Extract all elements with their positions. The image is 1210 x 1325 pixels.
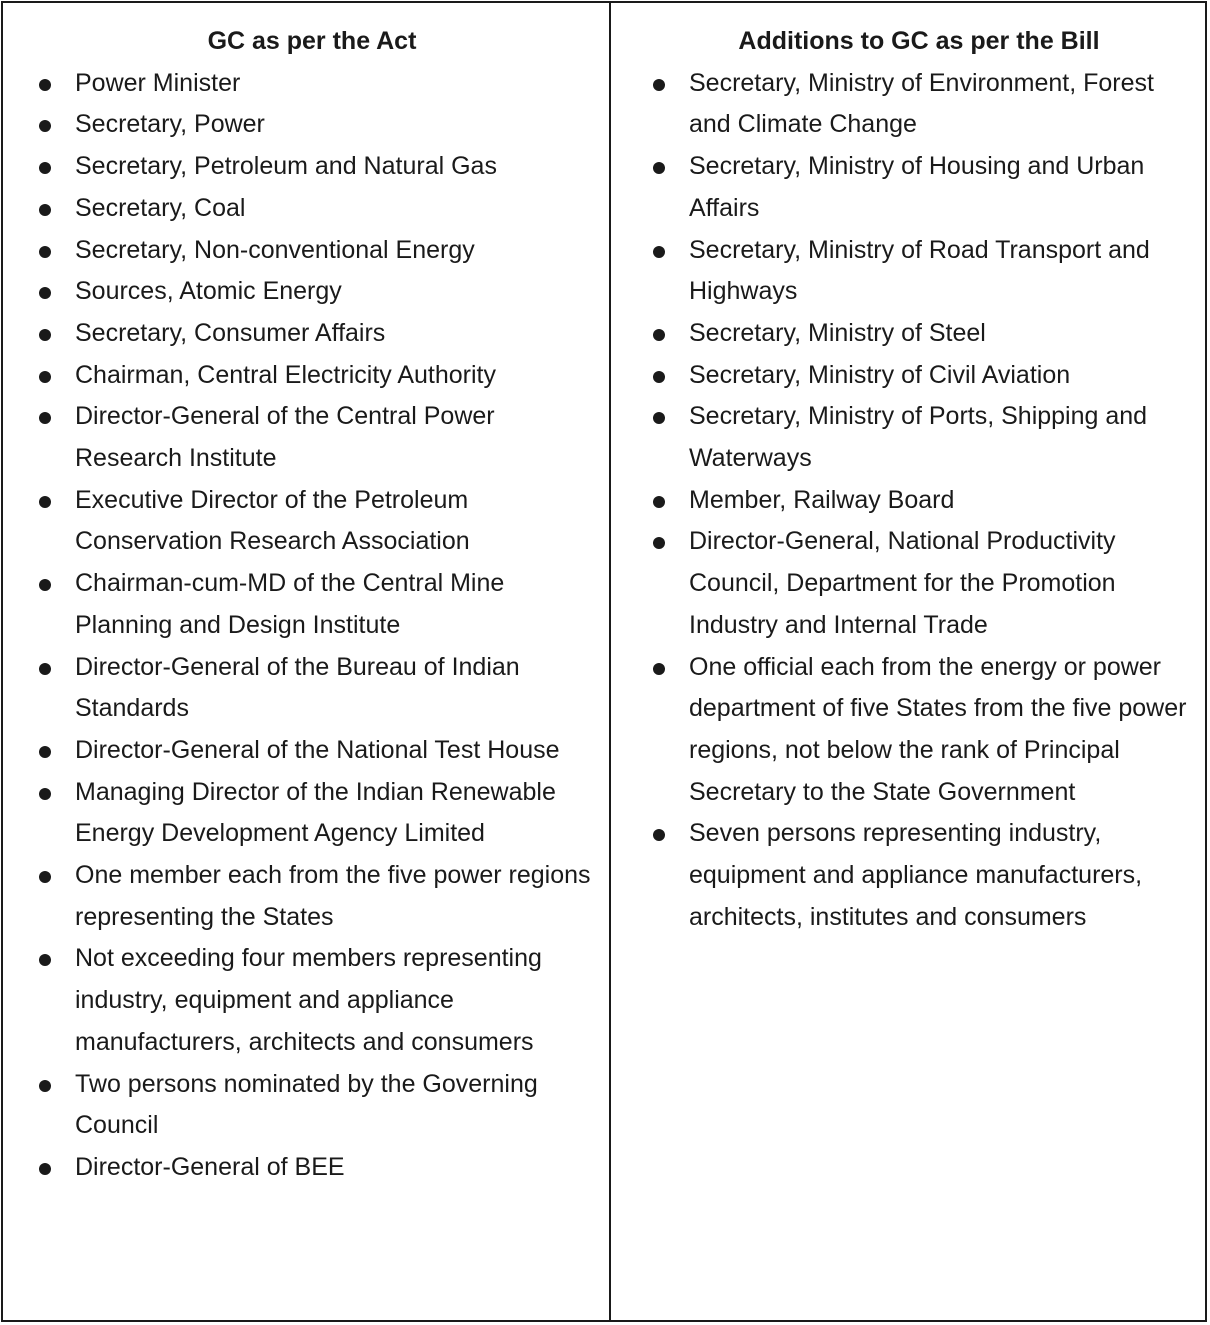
bill-member-list	[643, 63, 1195, 939]
list-item	[29, 1147, 595, 1189]
list-item	[643, 647, 1195, 814]
bullet-icon	[653, 162, 665, 174]
list-item	[643, 355, 1195, 397]
list-item	[643, 146, 1195, 229]
list-item-text: Secretary, Power	[75, 110, 265, 139]
list-item	[643, 230, 1195, 313]
bullet-icon	[653, 496, 665, 508]
bill-column-heading: Additions to GC as per the Bill	[738, 27, 1100, 55]
bullet-icon	[39, 496, 51, 508]
bullet-icon	[39, 1080, 51, 1092]
list-item-text: Secretary, Non-conventional Energy	[75, 235, 475, 264]
list-item	[29, 396, 595, 479]
bullet-icon	[653, 371, 665, 383]
list-item-text: Secretary, Ministry of Steel	[689, 318, 986, 347]
list-item	[29, 355, 595, 397]
bullet-icon	[39, 287, 51, 299]
list-item-text: Secretary, Ministry of Environment, Forest and Climate Change	[689, 68, 1154, 139]
bullet-icon	[39, 329, 51, 341]
bullet-icon	[39, 120, 51, 132]
comparison-table	[1, 1, 1207, 1322]
list-item-text: Director-General of the Bureau of Indian Standards	[75, 652, 520, 723]
list-item-text: Managing Director of the Indian Renewable Energy Development Agency Limited	[75, 777, 556, 848]
bullet-icon	[39, 579, 51, 591]
bullet-icon	[39, 871, 51, 883]
bullet-icon	[653, 412, 665, 424]
list-item-text: Director-General, National Productivity Council, Department for the Promotion Industry and Internal Trade	[689, 527, 1116, 639]
list-item	[29, 938, 595, 1063]
list-item-text: Secretary, Consumer Affairs	[75, 318, 386, 347]
bullet-icon	[653, 79, 665, 91]
list-item	[643, 396, 1195, 479]
bullet-icon	[39, 788, 51, 800]
bullet-icon	[653, 246, 665, 258]
list-item-text: Director-General of BEE	[75, 1152, 345, 1181]
list-item	[29, 63, 595, 105]
list-item	[29, 271, 595, 313]
list-item	[643, 63, 1195, 146]
list-item-text: Secretary, Ministry of Ports, Shipping and Waterways	[689, 402, 1148, 473]
list-item	[29, 230, 595, 272]
list-item	[29, 104, 595, 146]
bill-column	[611, 3, 1205, 1320]
bullet-icon	[39, 954, 51, 966]
bullet-icon	[653, 537, 665, 549]
bullet-icon	[39, 1163, 51, 1175]
list-item-text: Executive Director of the Petroleum Conservation Research Association	[75, 485, 470, 556]
act-member-list	[29, 63, 595, 1189]
bullet-icon	[39, 246, 51, 258]
list-item-text: Not exceeding four members representing industry, equipment and appliance manufacturers, architects and consumers	[75, 944, 542, 1056]
list-item	[29, 313, 595, 355]
list-item	[29, 647, 595, 730]
list-item-text: Power Minister	[75, 68, 241, 97]
bullet-icon	[39, 371, 51, 383]
bullet-icon	[653, 829, 665, 841]
list-item-text: Secretary, Ministry of Road Transport and Highways	[689, 235, 1150, 306]
list-item	[29, 772, 595, 855]
list-item	[29, 563, 595, 646]
list-item-text: Secretary, Petroleum and Natural Gas	[75, 152, 497, 181]
bullet-icon	[39, 162, 51, 174]
bullet-icon	[39, 412, 51, 424]
bullet-icon	[39, 204, 51, 216]
act-column-heading: GC as per the Act	[207, 27, 417, 55]
list-item	[29, 480, 595, 563]
list-item	[29, 188, 595, 230]
list-item	[29, 1064, 595, 1147]
list-item	[29, 855, 595, 938]
bullet-icon	[39, 663, 51, 675]
list-item-text: One member each from the five power regions representing the States	[75, 861, 591, 931]
bullet-icon	[39, 79, 51, 91]
list-item-text: Seven persons representing industry, equipment and appliance manufacturers, architects, institutes and consumers	[689, 819, 1143, 931]
list-item-text: Secretary, Ministry of Civil Aviation	[689, 360, 1071, 389]
list-item-text: Chairman, Central Electricity Authority	[75, 360, 496, 389]
list-item-text: Member, Railway Board	[689, 485, 955, 514]
list-item	[643, 813, 1195, 938]
list-item-text: Director-General of the Central Power Research Institute	[75, 402, 495, 473]
list-item-text: One official each from the energy or power department of five States from the five power regions, not below the rank of Principal Secretary to the State Government	[689, 652, 1187, 806]
list-item-text: Chairman-cum-MD of the Central Mine Planning and Design Institute	[75, 569, 505, 639]
list-item	[643, 480, 1195, 522]
list-item	[29, 146, 595, 188]
list-item	[29, 730, 595, 772]
list-item-text: Director-General of the National Test House	[75, 735, 560, 764]
bullet-icon	[653, 329, 665, 341]
act-column	[3, 3, 611, 1320]
list-item-text: Secretary, Coal	[75, 193, 246, 222]
list-item-text: Sources, Atomic Energy	[75, 277, 342, 306]
list-item-text: Secretary, Ministry of Housing and Urban Affairs	[689, 152, 1145, 222]
list-item-text: Two persons nominated by the Governing Council	[75, 1069, 538, 1140]
bullet-icon	[39, 746, 51, 758]
bullet-icon	[653, 663, 665, 675]
list-item	[643, 313, 1195, 355]
list-item	[643, 521, 1195, 646]
